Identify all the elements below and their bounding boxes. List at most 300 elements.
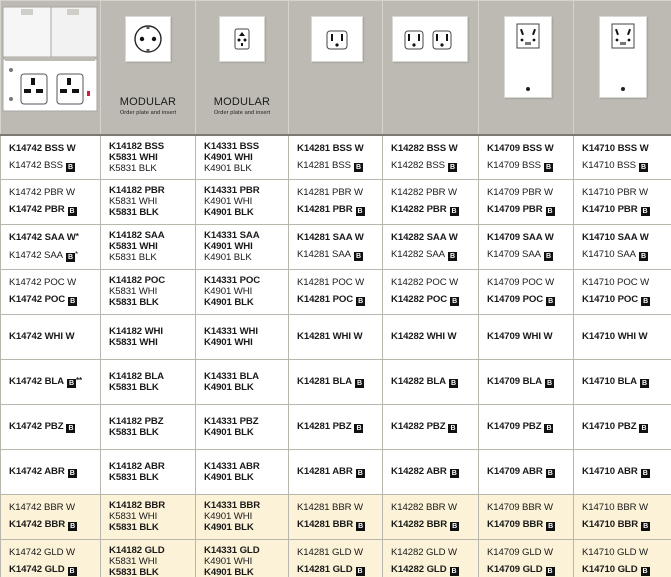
table-row (1, 404, 671, 449)
footnote-marker: ** (76, 376, 83, 385)
product-code (109, 371, 195, 382)
product-code (109, 207, 195, 218)
product-code-text: K5831 WHI (109, 336, 158, 348)
product-code (9, 187, 100, 198)
product-code (9, 519, 100, 531)
product-code (391, 564, 478, 576)
table-cell (289, 494, 383, 539)
product-code-text: K5831 WHI (109, 556, 158, 567)
boxed-b-badge: B (66, 424, 75, 433)
product-code-text: K5831 BLK (109, 162, 157, 174)
product-code (109, 500, 195, 511)
boxed-b-badge: B (640, 379, 649, 388)
product-code (297, 502, 382, 513)
boxed-b-badge: B (356, 207, 365, 216)
table-cell (289, 179, 383, 224)
product-code (487, 204, 573, 216)
product-code-text: K14331 PBZ (204, 415, 259, 427)
table-cell (383, 449, 479, 494)
table-row (1, 359, 671, 404)
table-cell (383, 494, 479, 539)
product-code (204, 230, 288, 241)
table-cell (383, 404, 479, 449)
product-code-text: K14331 BLA (204, 370, 259, 382)
product-code-text: K14742 BBR W (9, 502, 75, 513)
product-code (204, 275, 288, 286)
boxed-b-badge: B (544, 424, 553, 433)
product-code (109, 196, 195, 207)
modular-sublabel: Order plate and insert (213, 110, 271, 116)
product-code-text: K4901 WHI (204, 151, 253, 163)
table-cell (101, 404, 196, 449)
product-code (582, 331, 671, 342)
product-code-text: K14742 GLD (9, 564, 65, 575)
product-code (297, 294, 382, 306)
boxed-b-badge: B (641, 297, 650, 306)
product-code (204, 326, 288, 337)
product-code-text: K14710 PBZ (582, 420, 637, 432)
product-code-text: K4901 WHI (204, 336, 253, 348)
table-cell (1, 314, 101, 359)
table-row (1, 269, 671, 314)
product-code (204, 556, 288, 567)
product-code-text: K14709 POC (487, 294, 544, 305)
product-code (297, 143, 382, 154)
table-cell (101, 224, 196, 269)
boxed-b-badge: B (641, 207, 650, 216)
boxed-b-badge: B (355, 379, 364, 388)
product-code (582, 376, 671, 388)
header-cell-swiss (196, 1, 289, 136)
product-code-text: K14282 PBR W (391, 187, 457, 198)
boxed-b-badge: B (354, 163, 363, 172)
product-code (297, 466, 382, 478)
product-code-text: K14742 PBZ (9, 420, 64, 432)
product-code (109, 556, 195, 567)
product-code (204, 382, 288, 393)
product-code (109, 230, 195, 241)
product-code (582, 277, 671, 288)
product-code (487, 187, 573, 198)
table-cell (479, 179, 574, 224)
table-cell (289, 539, 383, 577)
product-code-text: K14281 BBR (297, 519, 354, 530)
product-code-text: K14182 PBZ (109, 415, 164, 427)
boxed-b-badge: B (356, 567, 365, 576)
product-code (109, 461, 195, 472)
product-code (9, 547, 100, 558)
table-cell (101, 449, 196, 494)
product-code-text: K14710 BBR (582, 519, 639, 530)
product-code (9, 160, 100, 172)
modular-label: MODULAR (119, 96, 177, 108)
product-code (391, 547, 478, 558)
table-cell (1, 135, 101, 179)
product-code-text: K14281 GLD W (297, 547, 363, 558)
table-cell (101, 179, 196, 224)
product-code-text: K14742 POC (9, 294, 66, 305)
product-code (391, 294, 478, 306)
table-cell (196, 359, 289, 404)
table-cell (383, 269, 479, 314)
product-code (9, 143, 100, 154)
product-code (582, 232, 671, 243)
product-code-text: K4901 WHI (204, 286, 253, 297)
product-code (109, 472, 195, 483)
product-code-text: K14742 BSS (9, 159, 63, 171)
product-code-text: K4901 BLK (204, 522, 254, 533)
product-code (391, 143, 478, 154)
shaver-socket-icon (479, 1, 574, 101)
table-cell (574, 539, 671, 577)
table-cell (101, 269, 196, 314)
product-code (9, 231, 100, 243)
product-code (582, 204, 671, 216)
table-cell (479, 404, 574, 449)
table-cell (289, 224, 383, 269)
product-code (582, 294, 671, 306)
product-code-text: K4901 BLK (204, 162, 252, 174)
product-code (487, 232, 573, 243)
boxed-b-badge: B (354, 252, 363, 261)
product-code-text: K14709 POC W (487, 277, 555, 288)
product-code-text: K14281 PBZ (297, 420, 352, 432)
boxed-b-badge: B (68, 469, 77, 478)
product-code-text: K5831 BLK (109, 381, 159, 393)
product-code (204, 472, 288, 483)
product-code-text: K14709 BSS (487, 159, 541, 171)
product-code (297, 187, 382, 198)
product-code-text: K14709 SAA (487, 249, 541, 260)
header-cell-us-duplex (289, 1, 383, 136)
table-cell (289, 269, 383, 314)
product-code-text: K14710 POC W (582, 277, 650, 288)
table-cell (574, 269, 671, 314)
table-cell (383, 224, 479, 269)
boxed-b-badge: B (546, 207, 555, 216)
product-code (487, 421, 573, 433)
product-code-text: K14281 BLA (297, 375, 352, 387)
boxed-b-badge: B (68, 522, 77, 531)
table-cell (1, 359, 101, 404)
product-code (391, 160, 478, 172)
boxed-b-badge: B (641, 522, 650, 531)
table-cell (574, 314, 671, 359)
product-code-text: K14331 BSS (204, 140, 259, 152)
table-cell (1, 539, 101, 577)
product-code-text: K4901 BLK (204, 381, 254, 393)
schuko-socket-icon (101, 1, 196, 81)
product-code (9, 466, 100, 478)
product-code (582, 547, 671, 558)
product-code-text: K14182 SAA (109, 230, 165, 241)
product-code-text: K14182 POC (109, 275, 166, 286)
product-code (297, 564, 382, 576)
product-code (204, 371, 288, 382)
product-code (9, 564, 100, 576)
product-code-text: K14282 POC W (391, 277, 459, 288)
product-code (297, 421, 382, 433)
product-code (297, 331, 382, 342)
product-code (109, 522, 195, 533)
product-code-text: K4901 BLK (204, 207, 254, 218)
product-code-text: K14282 ABR (391, 465, 447, 477)
product-code-text: K14331 GLD (204, 545, 260, 556)
product-code (487, 249, 573, 261)
product-code (9, 502, 100, 513)
product-code-text: K14281 WHI W (297, 331, 363, 342)
product-code (109, 511, 195, 522)
product-code-text: K14331 PBR (204, 185, 260, 196)
table-cell (289, 359, 383, 404)
boxed-b-badge: B (68, 207, 77, 216)
product-code-text: K14282 PBR (391, 204, 447, 215)
product-code (391, 232, 478, 243)
product-code-text: K14281 SAA (297, 249, 351, 260)
product-code (391, 249, 478, 261)
table-cell (574, 224, 671, 269)
table-cell (101, 494, 196, 539)
product-code-text: K14710 GLD (582, 564, 638, 575)
table-row (1, 179, 671, 224)
table-cell (196, 314, 289, 359)
product-code-text: K14709 BLA (487, 375, 542, 387)
product-code-text: K14182 BSS (109, 140, 164, 152)
table-cell (1, 179, 101, 224)
product-code (204, 567, 288, 577)
product-code (582, 160, 671, 172)
table-cell (383, 135, 479, 179)
product-code-text: K5831 WHI (109, 511, 158, 522)
product-code-text: K5831 BLK (109, 207, 159, 218)
product-code (204, 297, 288, 308)
product-code (582, 421, 671, 433)
product-code-text: K14281 POC W (297, 277, 365, 288)
product-code-text: K14281 BSS W (297, 142, 364, 154)
product-code-text: K14281 GLD (297, 564, 353, 575)
us-quad-socket-icon (383, 1, 479, 81)
product-code (204, 163, 288, 174)
product-code-text: K14742 BSS W (9, 142, 76, 154)
product-code (204, 252, 288, 263)
product-code-text: K14331 BBR (204, 500, 261, 511)
boxed-b-badge: B (639, 424, 648, 433)
product-code (109, 326, 195, 337)
product-code-text: K14709 SAA W (487, 232, 554, 243)
product-code (487, 331, 573, 342)
product-code-text: K14282 SAA (391, 249, 445, 260)
product-code-text: K5831 WHI (109, 196, 158, 207)
header-row (1, 1, 671, 136)
product-code (109, 337, 195, 348)
product-code-text: K14281 PBR W (297, 187, 363, 198)
product-code-text: K14710 SAA (582, 249, 636, 260)
product-code (297, 277, 382, 288)
product-code-text: K14182 WHI (109, 325, 163, 337)
table-cell (479, 314, 574, 359)
product-code (109, 545, 195, 556)
product-code (204, 337, 288, 348)
product-code (297, 249, 382, 261)
boxed-b-badge: B (544, 252, 553, 261)
boxed-b-badge: B (450, 522, 459, 531)
table-cell (101, 135, 196, 179)
product-code (297, 160, 382, 172)
product-code (391, 331, 478, 342)
table-cell (1, 269, 101, 314)
product-code-text: K4901 WHI (204, 511, 253, 522)
table-cell (1, 404, 101, 449)
product-code (582, 249, 671, 261)
header-cell-shaver-2 (574, 1, 671, 136)
floor-box-twin-socket-icon (1, 1, 101, 134)
table-cell (289, 404, 383, 449)
table-row (1, 314, 671, 359)
product-code (391, 187, 478, 198)
table-cell (1, 449, 101, 494)
product-code-text: K14282 BSS (391, 159, 445, 171)
boxed-b-badge: B (546, 469, 555, 478)
product-code-text: K14709 GLD (487, 564, 543, 575)
table-row (1, 224, 671, 269)
boxed-b-badge: B (448, 252, 457, 261)
product-code (109, 275, 195, 286)
product-code (391, 502, 478, 513)
product-code-text: K14710 BBR W (582, 502, 648, 513)
product-code (487, 564, 573, 576)
product-code-text: K14281 BSS (297, 159, 351, 171)
shaver-socket-icon (574, 1, 671, 101)
product-code-text: K14710 PBR W (582, 187, 648, 198)
product-code (9, 421, 100, 433)
product-code-text: K14709 ABR (487, 465, 543, 477)
product-code-text: K14742 PBR W (9, 187, 75, 198)
product-code-text: K5831 WHI (109, 286, 158, 297)
product-code-text: K14710 BSS W (582, 142, 649, 154)
product-code-text: K14742 WHI W (9, 331, 75, 342)
table-cell (289, 135, 383, 179)
product-code-text: K5831 BLK (109, 567, 159, 577)
product-code (9, 375, 100, 388)
product-code-text: K14709 PBZ (487, 420, 542, 432)
product-code (487, 143, 573, 154)
table-cell (479, 224, 574, 269)
product-code (582, 466, 671, 478)
table-cell (196, 404, 289, 449)
product-code-text: K14709 BBR W (487, 502, 553, 513)
table-cell (196, 494, 289, 539)
boxed-b-badge: B (450, 297, 459, 306)
product-code-text: K14281 SAA W (297, 232, 364, 243)
product-code (109, 416, 195, 427)
product-code-text: K14709 PBR W (487, 187, 553, 198)
product-code (204, 152, 288, 163)
boxed-b-badge: B (641, 469, 650, 478)
product-code-text: K4901 BLK (204, 297, 254, 308)
table-row (1, 494, 671, 539)
table-cell (101, 314, 196, 359)
boxed-b-badge: B (639, 163, 648, 172)
boxed-b-badge: B (68, 297, 77, 306)
header-cell-floor-box (1, 1, 101, 136)
header-cell-shaver-1 (479, 1, 574, 136)
product-code-text: K14282 BBR W (391, 502, 457, 513)
product-code (204, 241, 288, 252)
product-code (109, 241, 195, 252)
boxed-b-badge: B (545, 379, 554, 388)
table-cell (383, 539, 479, 577)
product-code (204, 286, 288, 297)
table-row (1, 449, 671, 494)
modular-label: MODULAR (213, 96, 271, 108)
product-code-text: K14282 WHI W (391, 331, 457, 342)
product-code-text: K14182 BLA (109, 370, 164, 382)
product-code (487, 376, 573, 388)
boxed-b-badge: B (356, 522, 365, 531)
product-code (109, 286, 195, 297)
product-code-text: K4901 BLK (204, 426, 254, 438)
product-code-text: K4901 BLK (204, 471, 254, 483)
product-code-text: K14282 GLD (391, 564, 447, 575)
product-code-text: K14182 GLD (109, 545, 165, 556)
footnote-marker: * (74, 250, 78, 259)
table-row (1, 539, 671, 577)
product-code (9, 277, 100, 288)
product-code (204, 500, 288, 511)
table-cell (1, 494, 101, 539)
product-code (391, 421, 478, 433)
product-code-text: K14281 PBR (297, 204, 353, 215)
product-code-text: K5831 WHI (109, 151, 158, 163)
product-code-text: K4901 BLK (204, 252, 252, 263)
table-cell (383, 314, 479, 359)
product-code-text: K14282 BSS W (391, 142, 458, 154)
product-code (109, 382, 195, 393)
product-code (391, 519, 478, 531)
product-code-text: K14182 BBR (109, 500, 166, 511)
table-cell (479, 494, 574, 539)
product-code-text: K14709 GLD W (487, 547, 553, 558)
product-code-text: K14742 BBR (9, 519, 66, 530)
product-code-text: K14282 BBR (391, 519, 448, 530)
product-code-text: K14742 POC W (9, 277, 77, 288)
product-code-text: K14742 SAA W (9, 232, 76, 243)
product-code (297, 204, 382, 216)
product-code-text: K14282 BLA (391, 375, 446, 387)
product-code (204, 416, 288, 427)
product-code-text: K14331 POC (204, 275, 261, 286)
table-cell (289, 314, 383, 359)
table-cell (196, 179, 289, 224)
product-code-text: K4901 BLK (204, 567, 254, 577)
product-code (109, 163, 195, 174)
product-code (204, 196, 288, 207)
table-cell (383, 179, 479, 224)
boxed-b-badge: B (68, 567, 77, 576)
product-code-text: K4901 WHI (204, 196, 253, 207)
table-cell (574, 359, 671, 404)
table-cell (1, 224, 101, 269)
table-cell (196, 135, 289, 179)
boxed-b-badge: B (449, 379, 458, 388)
product-code (391, 376, 478, 388)
product-code-text: K14331 SAA (204, 230, 260, 241)
product-code (487, 466, 573, 478)
product-code-text: K14282 GLD W (391, 547, 457, 558)
boxed-b-badge: B (448, 424, 457, 433)
product-code-text: K14281 POC (297, 294, 354, 305)
product-code-text: K14710 BSS (582, 159, 636, 171)
